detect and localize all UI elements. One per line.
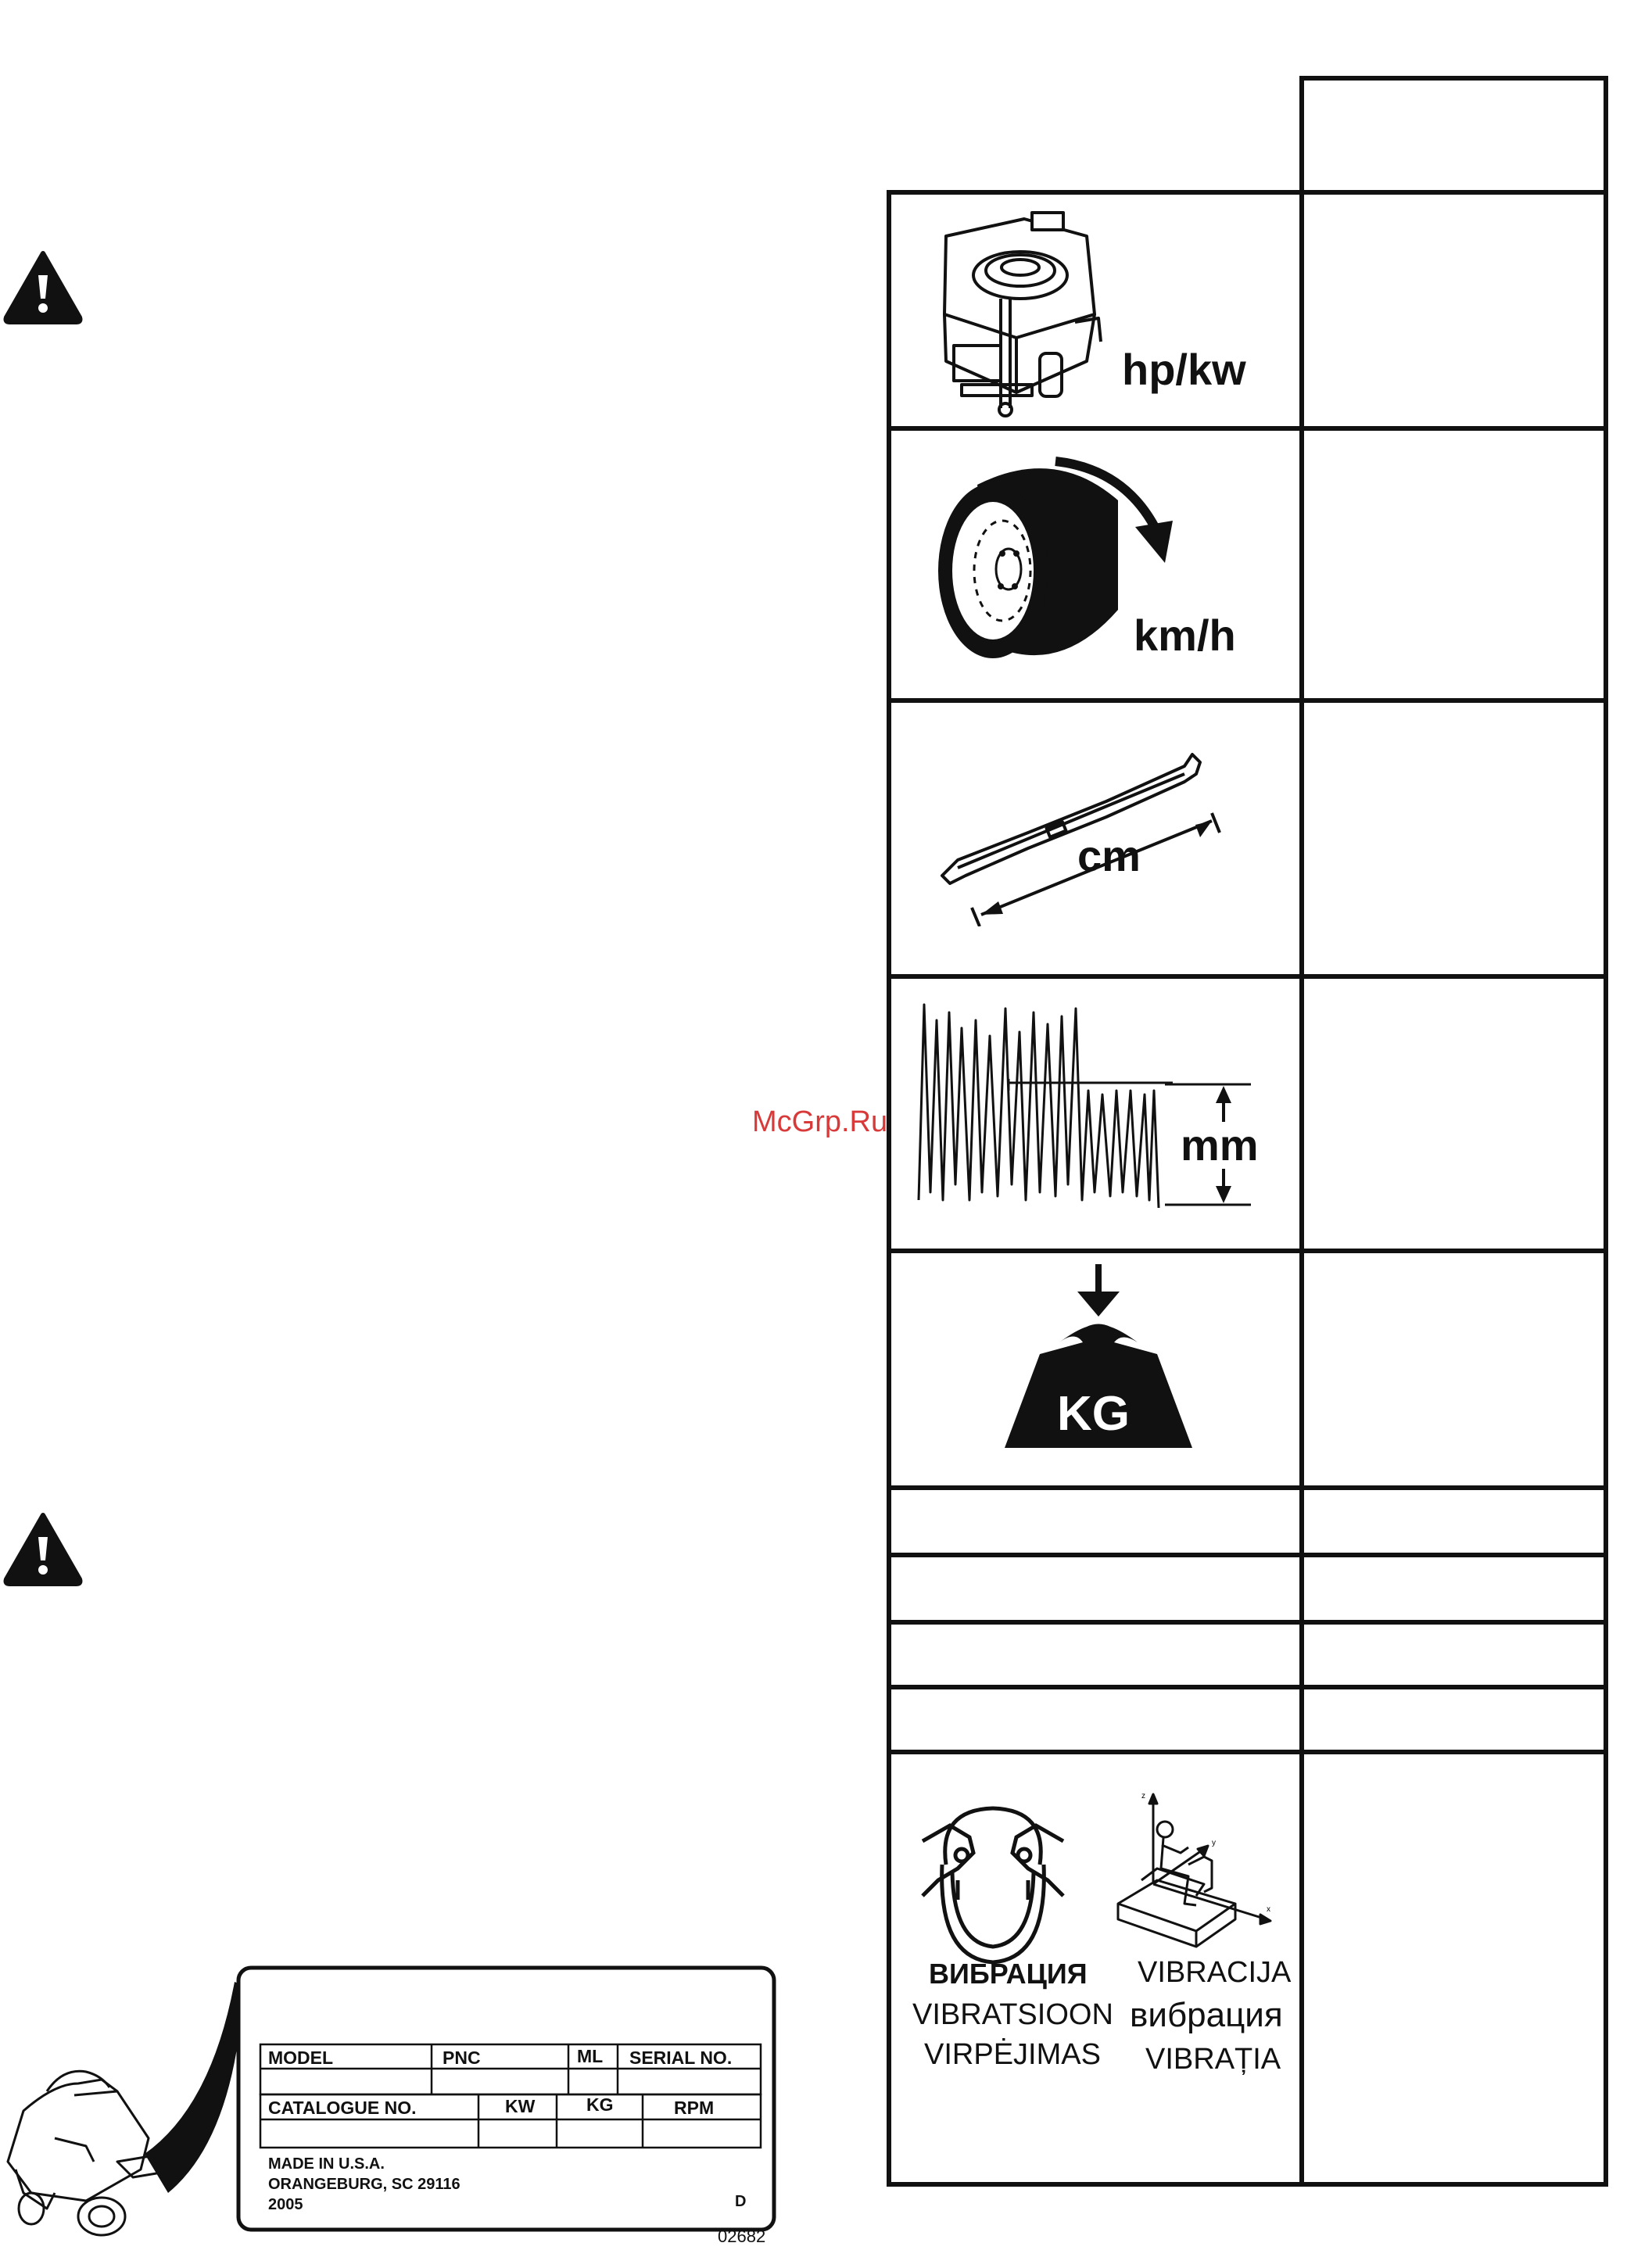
vibration-word-et-upper: VIBRATSIOON — [912, 1998, 1113, 2031]
vibration-word-bg-lower: вибрация — [1130, 1996, 1283, 2034]
plate-catalogue-label: CATALOGUE NO. — [268, 2098, 417, 2118]
blade-unit-label: cm — [1077, 831, 1141, 880]
plate-made-in: MADE IN U.S.A. — [268, 2155, 385, 2173]
plate-ml-label: ML — [577, 2046, 604, 2066]
plate-revision: D — [735, 2193, 747, 2210]
svg-text:y: y — [1212, 1839, 1216, 1847]
document-code: 02682 — [718, 2227, 766, 2246]
plate-kg-label: KG — [586, 2094, 614, 2115]
plate-rpm-label: RPM — [674, 2098, 715, 2118]
svg-text:z: z — [1141, 1792, 1145, 1800]
hand-arm-vibration-icon — [915, 1794, 1071, 1982]
plate-year: 2005 — [268, 2196, 303, 2213]
vibration-word-ro-upper: VIBRAȚIA — [1145, 2043, 1281, 2076]
cut-height-unit-label: mm — [1181, 1120, 1259, 1170]
whole-body-vibration-icon — [1110, 1786, 1282, 1966]
plate-address: ORANGEBURG, SC 29116 — [268, 2176, 460, 2193]
grass-height-icon — [915, 997, 1259, 1216]
plate-kw-label: KW — [505, 2096, 536, 2116]
engine-unit-label: hp/kw — [1122, 345, 1246, 394]
vibration-word-lt-upper: VIRPĖJIMAS — [924, 2038, 1101, 2071]
plate-pnc-label: PNC — [443, 2048, 481, 2068]
svg-text:x: x — [1267, 1905, 1270, 1914]
weight-unit-label: KG — [1057, 1387, 1130, 1441]
speed-unit-label: km/h — [1134, 611, 1236, 660]
engine-icon — [923, 205, 1110, 417]
watermark: McGrp.Ru — [752, 1105, 888, 1138]
vibration-word-ru-upper: ВИБРАЦИЯ — [929, 1958, 1088, 1990]
plate-serial-label: SERIAL NO. — [629, 2048, 733, 2068]
plate-model-label: MODEL — [268, 2048, 334, 2068]
vibration-word-lv-upper: VIBRACIJA — [1138, 1956, 1292, 1989]
